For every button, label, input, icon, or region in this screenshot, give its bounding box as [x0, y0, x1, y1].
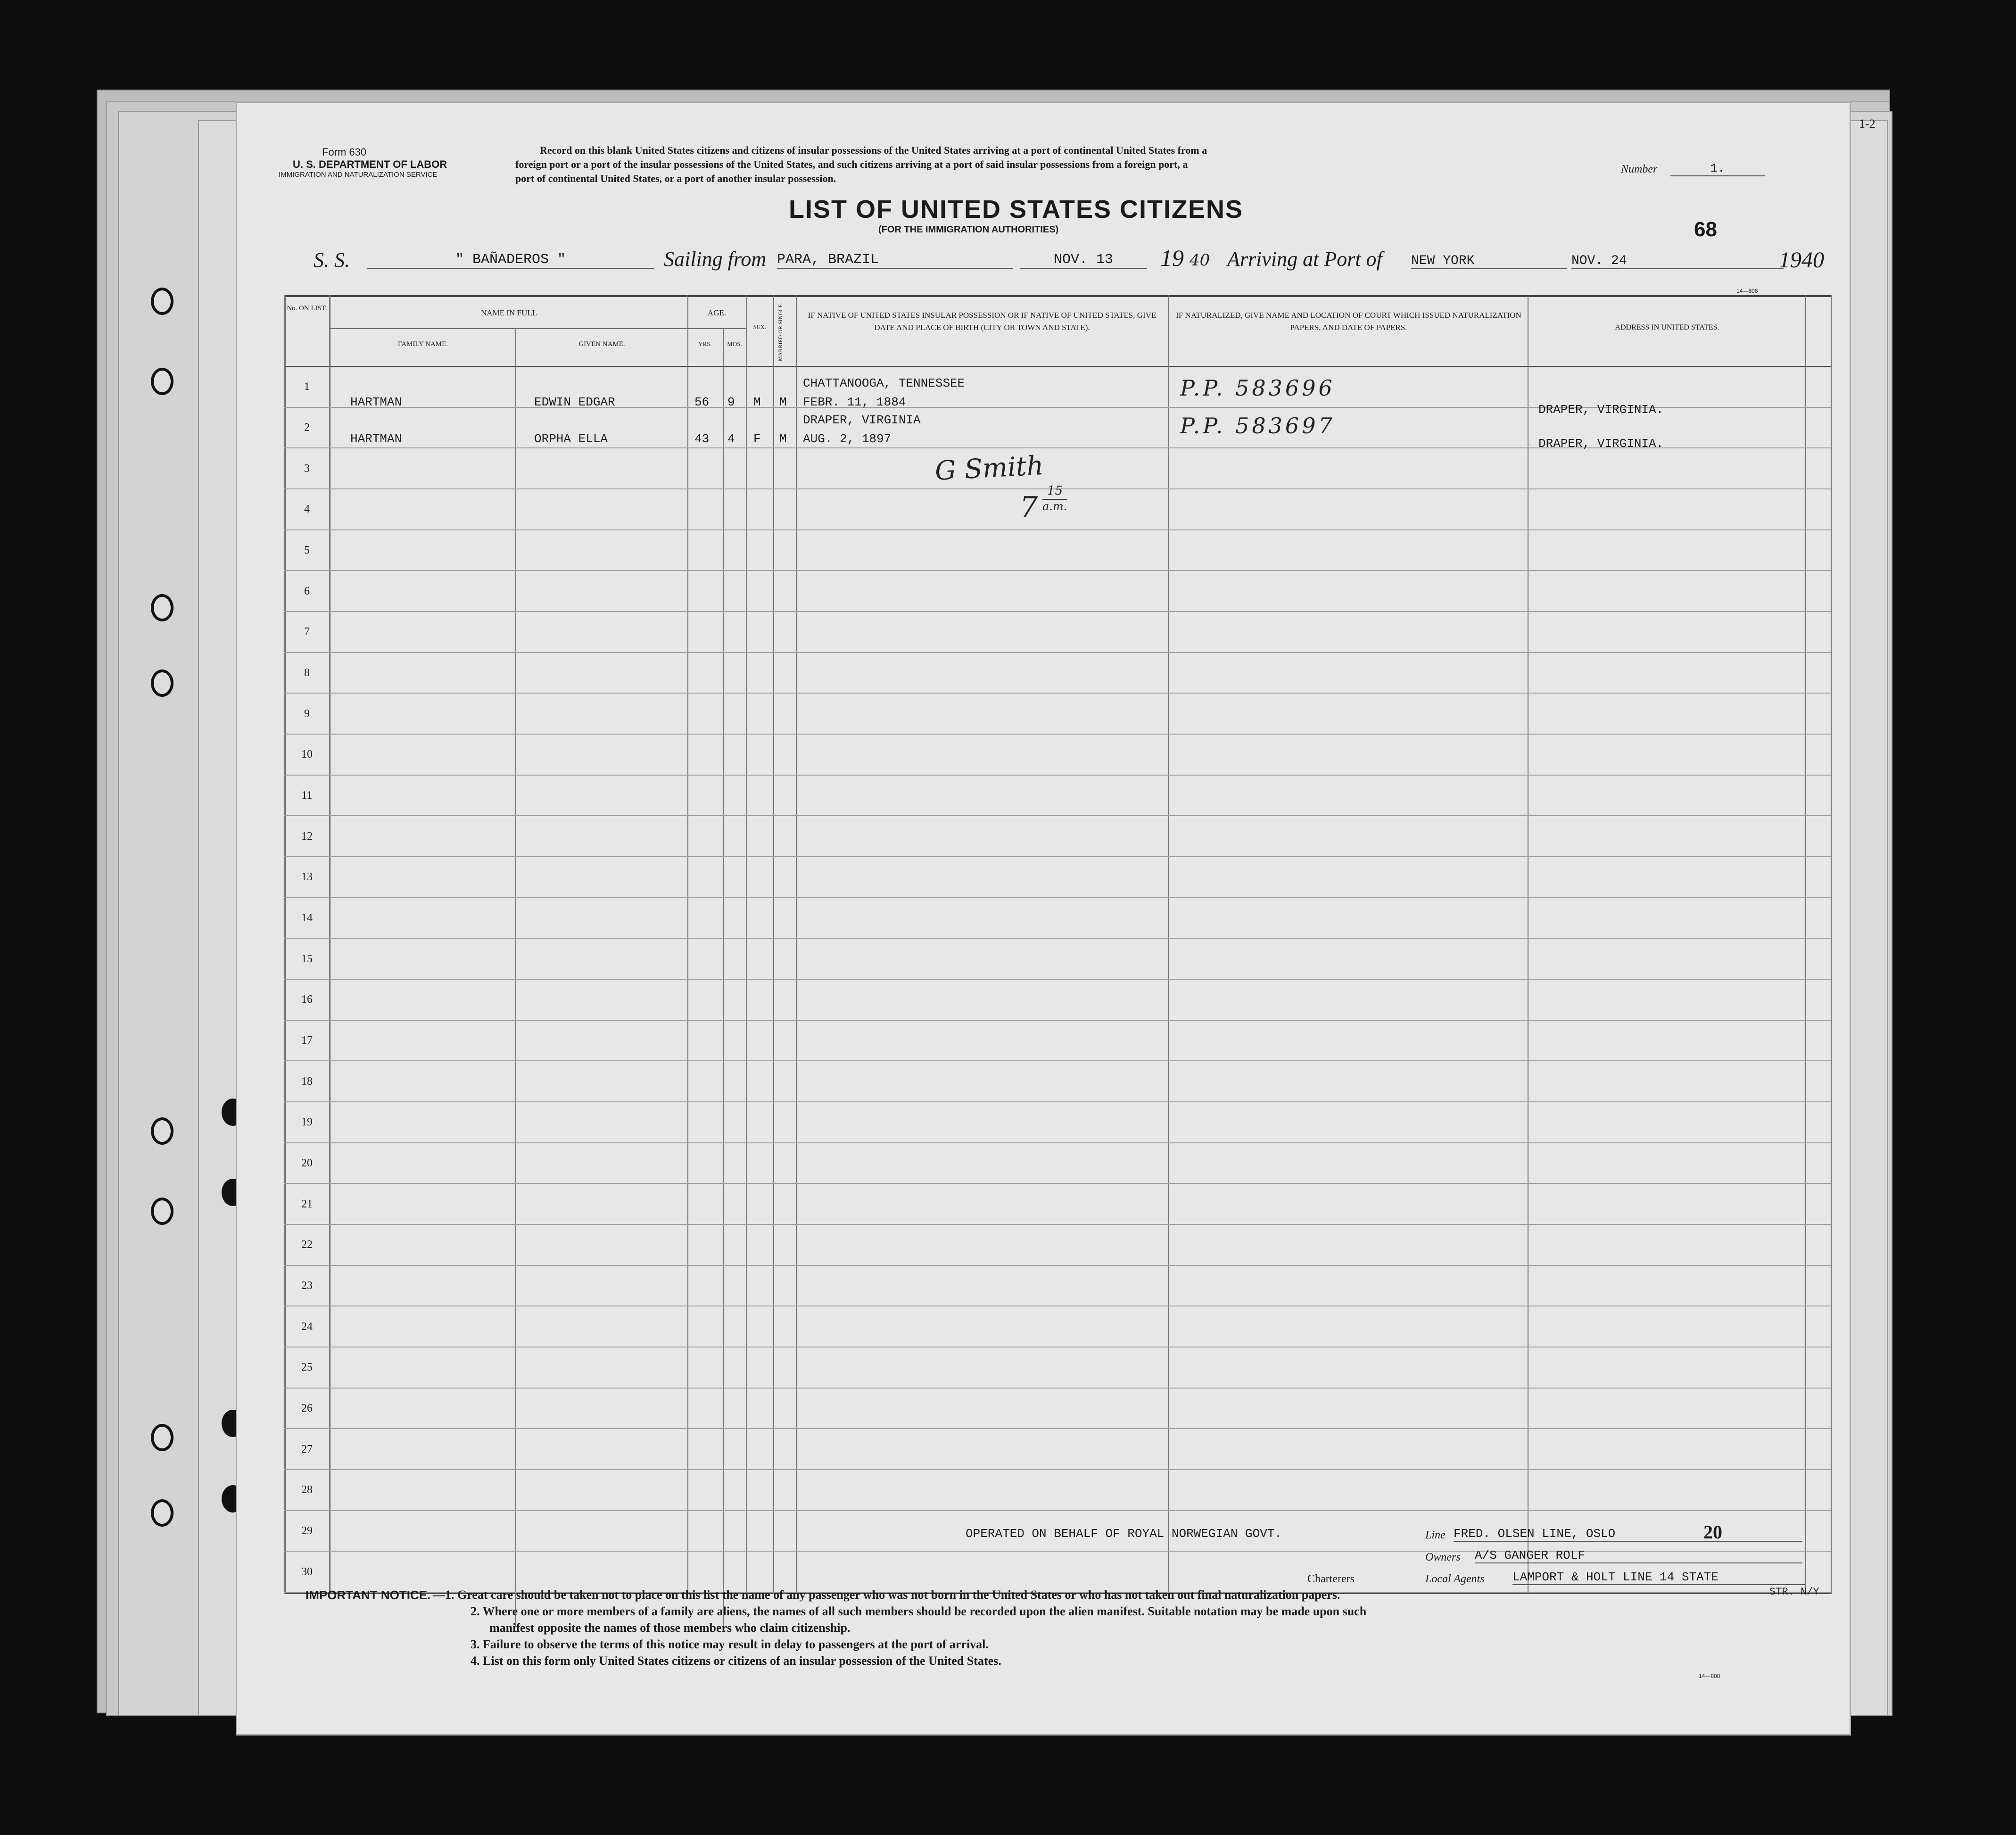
instruction-line: Record on this blank United States citizens and citizens of insular possessions of the United States arriving at a port of continental United States from a [540, 144, 1207, 156]
line-label: Line [1425, 1529, 1446, 1541]
row-rule [284, 938, 1831, 939]
row-rule [284, 611, 1831, 612]
sailing-from: PARA, BRAZIL [777, 252, 1013, 269]
row-number: 11 [301, 789, 313, 802]
row-rule [284, 897, 1831, 898]
birth-date-2: AUG. 2, 1897 [803, 432, 892, 446]
time-minutes: 15 [1047, 484, 1063, 498]
notice-item-3: 3. Failure to observe the terms of this notice may result in delay to passengers at the port of arrival. [471, 1637, 989, 1651]
row-number: 3 [304, 463, 310, 475]
instruction-line: port of continental United States, or a port of another insular possession. [515, 173, 836, 184]
form-code: 14—808 [1699, 1673, 1720, 1679]
row-rule [284, 1020, 1831, 1021]
row-number: 16 [301, 993, 313, 1006]
notice-item-2: 2. Where one or more members of a family are aliens, the names of all such members should be recorded upon the alien manifest. Suitable notation may be made upon such [471, 1604, 1367, 1618]
row-rule [284, 856, 1831, 857]
address-2: DRAPER, VIRGINIA. [1538, 437, 1664, 451]
binder-hole [151, 1117, 174, 1145]
col-header-birth: IF NATIVE OF UNITED STATES INSULAR POSSESSION OR IF NATIVE OF UNITED STATES, GIVE DATE AND PLACE OF BIRTH (CITY OR TOWN AND STATE). [808, 311, 1157, 332]
time-hour: 7 [1020, 491, 1038, 524]
row-number: 21 [301, 1198, 313, 1210]
row-number: 10 [301, 748, 313, 760]
row-rule [284, 1265, 1831, 1266]
binder-hole [151, 1198, 174, 1225]
row-number: 13 [301, 871, 313, 883]
manifest-sheet [236, 101, 1876, 1736]
notice-item-2-continued: manifest opposite the names of those members who claim citizenship. [489, 1621, 851, 1635]
binder-hole [151, 594, 174, 621]
sail-year-prefix: 19 [1160, 245, 1184, 271]
birth-place-1: CHATTANOOGA, TENNESSEE [803, 376, 965, 390]
row-number: 29 [301, 1525, 313, 1537]
row-rule [284, 1428, 1831, 1429]
manifest-table [284, 295, 1831, 1594]
form-number: Form 630 [322, 146, 367, 158]
binder-hole [151, 670, 174, 697]
col-header-naturalized: IF NATURALIZED, GIVE NAME AND LOCATION OF COURT WHICH ISSUED NATURALIZATION PAPERS, AND DATE OF PAPERS. [1176, 311, 1521, 332]
row-number: 15 [301, 953, 313, 965]
row-number: 7 [304, 626, 310, 638]
sex-1: M [753, 395, 761, 409]
col-header-address: ADDRESS IN UNITED STATES. [1615, 323, 1719, 331]
row-rule [284, 652, 1831, 653]
instruction-line: foreign port or a port of the insular possessions of the United States, and such citizens arriving at a port of said insular possessions from a foreign port, a [515, 158, 1188, 170]
given-name-1: EDWIN EDGAR [534, 395, 615, 409]
binder-hole [151, 288, 174, 315]
agents-value-continued: STR. N/Y [1769, 1586, 1819, 1598]
col-header-yrs: YRS. [698, 340, 712, 347]
corner-mark: 1-2 [1859, 117, 1876, 131]
age-yrs-2: 43 [694, 432, 710, 446]
age-mos-1: 9 [727, 395, 735, 409]
row-rule [284, 570, 1831, 571]
sex-2: F [753, 432, 761, 446]
page-number: 68 [1694, 218, 1717, 241]
binder-hole [151, 368, 174, 395]
arrival-port: NEW YORK [1411, 254, 1567, 269]
col-header-age: AGE. [707, 308, 727, 317]
col-header-given: GIVEN NAME. [578, 340, 625, 348]
row-rule [284, 1510, 1831, 1511]
ss-label: S. S. [314, 248, 350, 272]
marital-1: M [779, 395, 787, 409]
birth-place-2: DRAPER, VIRGINIA [803, 413, 921, 427]
operated-statement: OPERATED ON BEHALF OF ROYAL NORWEGIAN GOVT. [966, 1527, 1282, 1541]
instructions [515, 143, 1207, 186]
row-rule [284, 775, 1831, 776]
row-number: 5 [304, 544, 310, 556]
row-rule [284, 529, 1831, 530]
binder-hole [151, 1499, 174, 1527]
row-number: 20 [301, 1157, 313, 1169]
charterers-label: Charterers [1307, 1573, 1355, 1585]
row-number: 24 [301, 1321, 313, 1333]
number-label: Number [1621, 163, 1658, 175]
row-number: 27 [301, 1443, 313, 1455]
row-rule [284, 815, 1831, 816]
row-number: 9 [304, 708, 310, 720]
sailing-label: Sailing from [664, 248, 767, 271]
line-value: FRED. OLSEN LINE, OSLO [1454, 1527, 1802, 1542]
row-grid [284, 366, 1831, 1592]
row-number: 17 [301, 1034, 313, 1047]
row-rule [284, 1060, 1831, 1061]
arrival-date: NOV. 24 [1571, 254, 1784, 269]
row-number: 4 [304, 503, 310, 515]
department-name: U. S. DEPARTMENT OF LABOR [293, 158, 447, 170]
row-rule [284, 1183, 1831, 1184]
row-number: 18 [301, 1075, 313, 1088]
notice-item-4: 4. List on this form only United States citizens or citizens of an insular possession of the United States. [471, 1654, 1001, 1668]
row-number: 8 [304, 667, 310, 679]
sail-date: NOV. 13 [1020, 252, 1147, 269]
row-rule [284, 734, 1831, 735]
row-number: 14 [301, 912, 313, 924]
row-rule [284, 1101, 1831, 1102]
age-yrs-1: 56 [694, 395, 710, 409]
col-header-mos: MOS. [727, 340, 742, 347]
notice-title: IMPORTANT NOTICE. [306, 1588, 431, 1602]
binder-hole [151, 1424, 174, 1451]
naturalization-2: P.P. 583697 [1180, 413, 1335, 438]
row-number: 23 [301, 1280, 313, 1292]
row-number: 19 [301, 1116, 313, 1128]
birth-date-1: FEBR. 11, 1884 [803, 395, 906, 409]
row-rule [284, 1142, 1831, 1143]
arriving-label: Arriving at Port of [1227, 248, 1382, 271]
row-rule [284, 1388, 1831, 1389]
family-name-2: HARTMAN [350, 432, 402, 446]
number-value: 1. [1670, 161, 1765, 176]
col-header-married: MARRIED OR SINGLE. [777, 303, 784, 361]
count-mark: 20 [1703, 1521, 1722, 1543]
row-number: 28 [301, 1484, 313, 1496]
col-header-sex: SEX. [753, 323, 767, 331]
service-name: IMMIGRATION AND NATURALIZATION SERVICE [279, 171, 438, 179]
notice-item-1: —1. Great care should be taken not to place on this list the name of any passenger who was not born in the United States or who has not taken out final naturalization papers. [433, 1588, 1340, 1602]
page-title: LIST OF UNITED STATES CITIZENS [789, 195, 1243, 223]
row-number: 25 [301, 1361, 313, 1373]
address-1: DRAPER, VIRGINIA. [1538, 403, 1664, 417]
row-number: 22 [301, 1239, 313, 1251]
ship-name: " BAÑADEROS " [367, 252, 654, 269]
family-name-1: HARTMAN [350, 395, 402, 409]
inspector-signature: G Smith [934, 450, 1045, 487]
col-header-family: FAMILY NAME. [398, 340, 448, 348]
row-number: 26 [301, 1402, 313, 1414]
marital-2: M [779, 432, 787, 446]
row-rule [284, 979, 1831, 980]
printer-note: 14—808 [1736, 288, 1758, 294]
row-number: 12 [301, 830, 313, 843]
page-subtitle: (FOR THE IMMIGRATION AUTHORITIES) [878, 224, 1059, 235]
time-ampm: a.m. [1042, 500, 1067, 513]
row-rule [284, 1224, 1831, 1225]
agents-value: LAMPORT & HOLT LINE 14 STATE [1512, 1570, 1805, 1585]
agents-label: Local Agents [1425, 1573, 1485, 1585]
col-header-no: No. ON LIST. [287, 305, 327, 312]
row-number: 2 [304, 422, 310, 434]
row-rule [284, 693, 1831, 694]
row-number: 1 [304, 380, 310, 393]
row-number: 6 [304, 585, 310, 597]
arrival-year: 1940 [1779, 248, 1824, 273]
row-number: 30 [301, 1566, 313, 1578]
row-rule [284, 1469, 1831, 1470]
sail-year: 40 [1190, 251, 1210, 270]
owners-value: A/S GANGER ROLF [1475, 1548, 1802, 1563]
owners-label: Owners [1425, 1551, 1461, 1563]
given-name-2: ORPHA ELLA [534, 432, 608, 446]
col-header-name: NAME IN FULL [481, 308, 537, 317]
age-mos-2: 4 [727, 432, 735, 446]
naturalization-1: P.P. 583696 [1180, 375, 1335, 401]
